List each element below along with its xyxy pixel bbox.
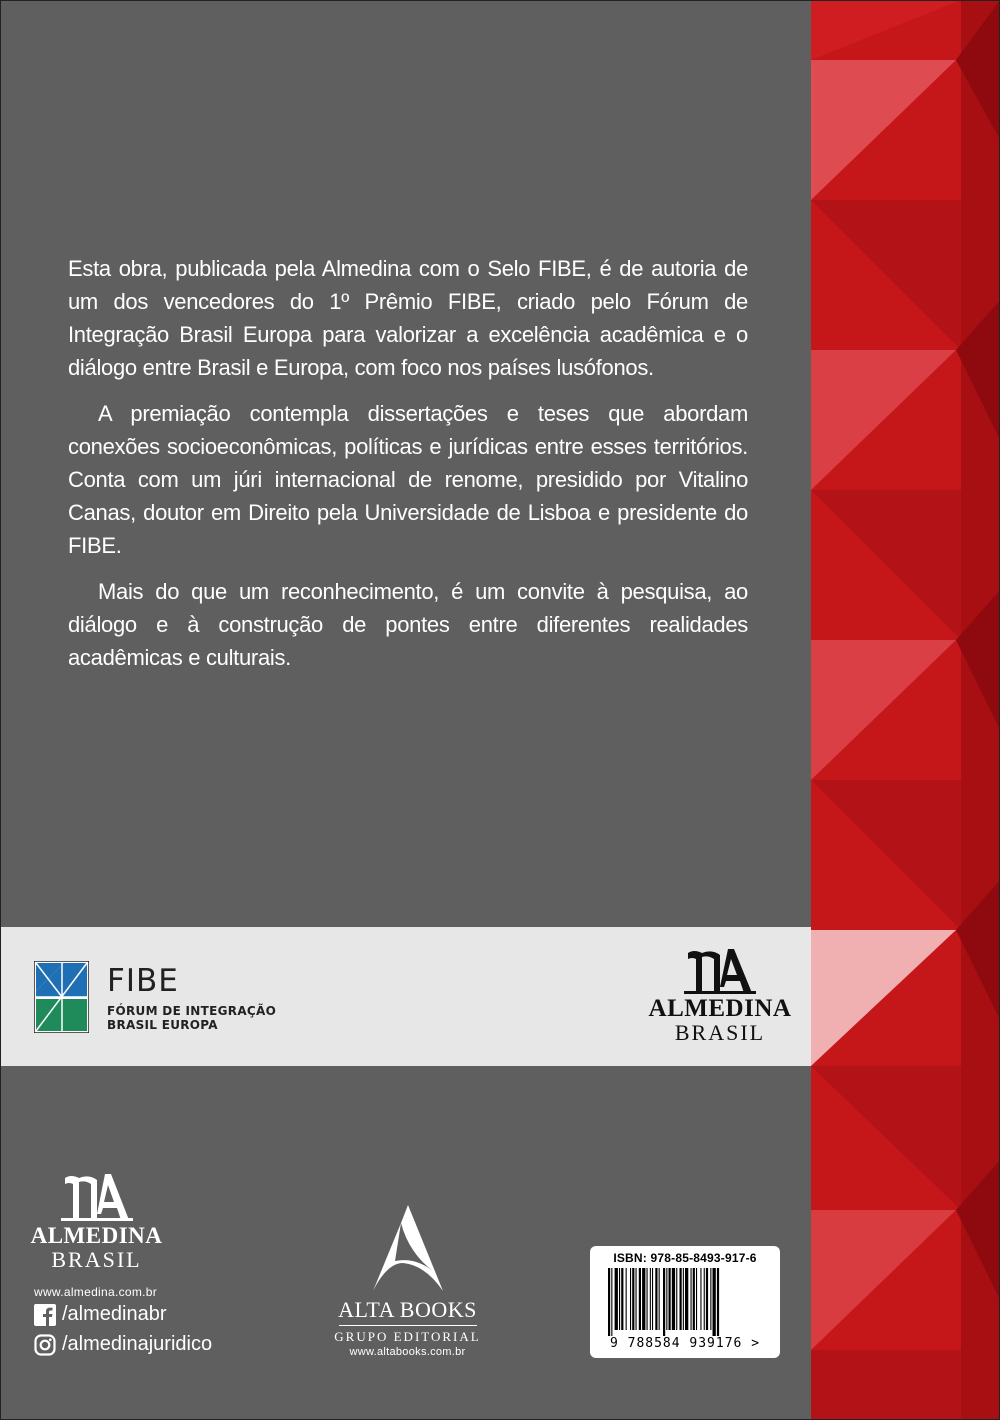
barcode-bar [650, 1268, 651, 1330]
barcode-bar [680, 1268, 682, 1330]
fibe-title: FIBE [107, 963, 179, 999]
barcode-bar [615, 1268, 618, 1330]
almedina-country: BRASIL [674, 1020, 766, 1045]
instagram-icon [34, 1334, 56, 1356]
red-spine-pattern [811, 0, 1000, 1420]
almedina-logo-bottom [24, 1172, 169, 1272]
barcode-bar [659, 1268, 660, 1330]
alta-books-mark-icon [373, 1205, 443, 1297]
almedina-mark-icon [57, 1172, 137, 1224]
barcode-digits: 9 788584 939176 > [609, 1336, 761, 1351]
barcode-bar [717, 1268, 719, 1336]
almedina-website: www.almedina.com.br [34, 1285, 158, 1299]
barcode-bar [655, 1268, 657, 1330]
barcode-bar [704, 1268, 705, 1330]
isbn-label: ISBN: 978-85-8493-917-6 [613, 1251, 757, 1265]
barcode-bar [642, 1268, 645, 1330]
barcode-bar [663, 1268, 665, 1336]
barcode-bar [713, 1268, 716, 1336]
barcode-bar [683, 1268, 684, 1330]
barcode-bar [608, 1268, 610, 1336]
barcode-bar [685, 1268, 688, 1330]
triangle-pattern [811, 0, 1000, 1420]
facebook-icon [34, 1304, 56, 1326]
barcode-bar [647, 1268, 648, 1330]
alta-books-logo [325, 1205, 490, 1358]
alta-books-group: GRUPO EDITORIAL [334, 1329, 481, 1344]
barcode-bars [608, 1268, 764, 1336]
isbn-barcode [590, 1246, 780, 1358]
barcode-bar [691, 1268, 692, 1330]
barcode-bar [706, 1268, 708, 1330]
barcode-bar [693, 1268, 695, 1330]
fibe-logo-icon [34, 961, 89, 1033]
back-cover-blurb [68, 252, 748, 687]
barcode-bar [676, 1268, 677, 1330]
alta-books-name: ALTA BOOKS [338, 1297, 477, 1322]
logo-band [0, 927, 811, 1066]
fibe-subtitle [107, 1004, 276, 1032]
alta-books-website: www.altabooks.com.br [349, 1346, 466, 1358]
barcode-bar [652, 1268, 653, 1330]
almedina-name: ALMEDINA [648, 995, 792, 1022]
barcode-bar [621, 1268, 623, 1330]
alta-books-divider [339, 1325, 477, 1326]
almedina-name: ALMEDINA [30, 1223, 163, 1248]
barcode-bar [639, 1268, 641, 1330]
barcode-bar [619, 1268, 620, 1330]
instagram-handle-text: /almedinajuridico [62, 1333, 213, 1355]
blurb-paragraph-2: A premiação contempla dissertações e teses que abordam conexões socioeconômicas, políticas e jurídicas entre esses territórios. Conta com um júri internacional de renome, presidido por Vitalino Canas, doutor em Direito pela Universidade de Lisboa e presidente do FIBE. [68, 401, 748, 558]
almedina-country: BRASIL [51, 1247, 142, 1272]
barcode-bar [669, 1268, 671, 1330]
barcode-bar [666, 1268, 667, 1330]
facebook-handle [34, 1303, 167, 1326]
barcode-bar [632, 1268, 634, 1330]
barcode-bar [696, 1268, 697, 1330]
barcode-bar [636, 1268, 637, 1330]
blurb-paragraph-3: Mais do que um reconhecimento, é um convite à pesquisa, ao diálogo e à construção de pontes entre diferentes realidades acadêmicas e culturais. [68, 579, 748, 670]
almedina-logo-band [645, 947, 795, 1045]
barcode-bar [626, 1268, 627, 1330]
fibe-subtitle-line-2: BRASIL EUROPA [107, 1018, 218, 1032]
instagram-handle [34, 1333, 212, 1356]
barcode-bar [710, 1268, 711, 1330]
blurb-paragraph-1: Esta obra, publicada pela Almedina com o Selo FIBE, é de autoria de um dos vencedores do 1º Prêmio FIBE, criado pelo Fórum de Integração Brasil Europa para valorizar a excelência acadêmica e o diálogo entre Brasil e Europa, com foco nos países lusófonos. [68, 256, 748, 380]
facebook-handle-text: /almedinabr [62, 1303, 167, 1325]
barcode-bar [611, 1268, 612, 1336]
fibe-subtitle-line-1: FÓRUM DE INTEGRAÇÃO [107, 1004, 277, 1018]
barcode-bar [672, 1268, 675, 1330]
barcode-bar [630, 1268, 631, 1330]
barcode-bar [700, 1268, 701, 1330]
almedina-mark-icon [680, 947, 760, 997]
